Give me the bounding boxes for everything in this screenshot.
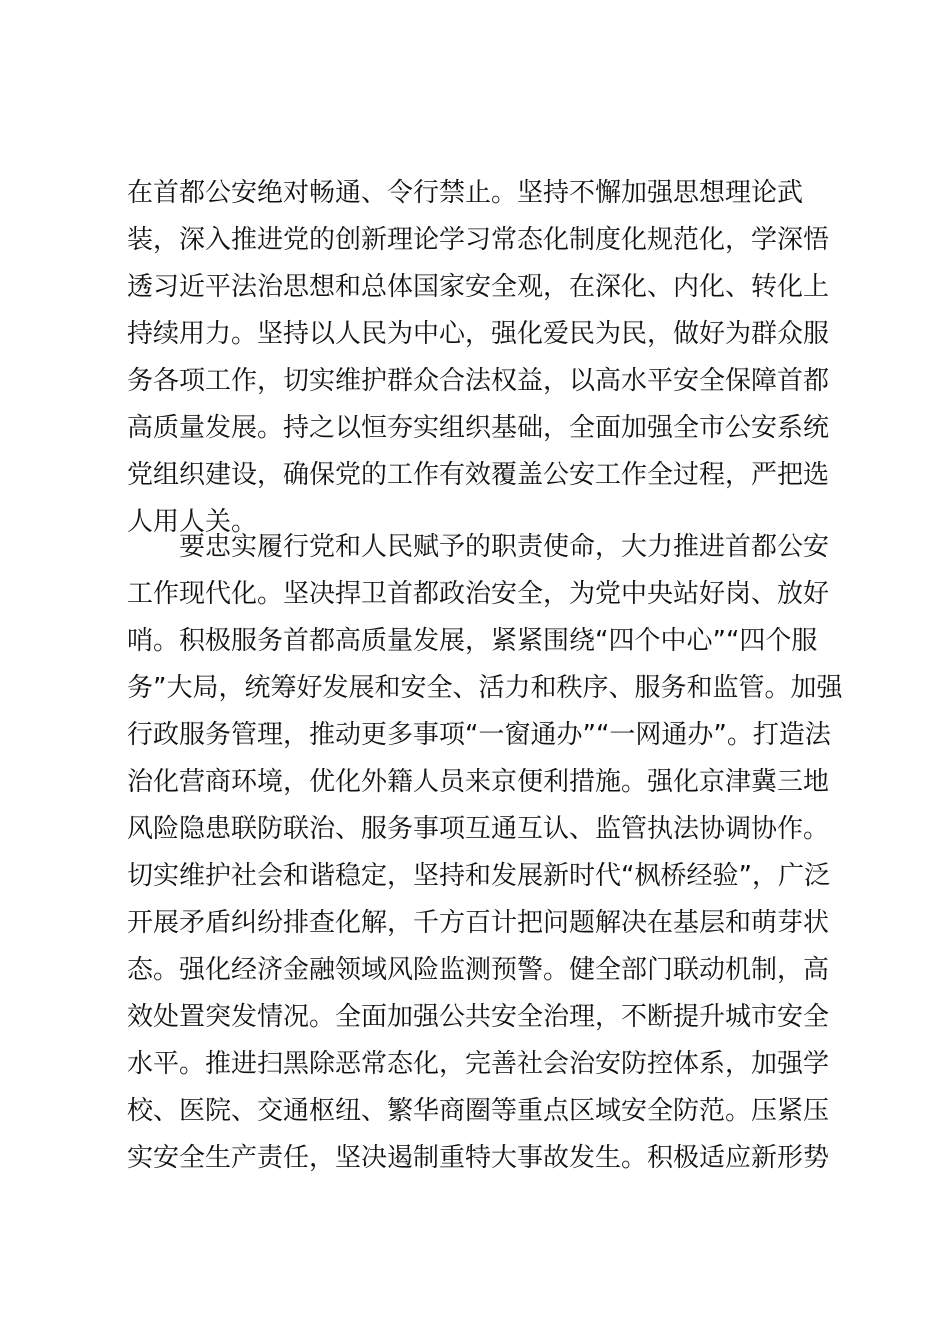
text-line: 高质量发展。持之以恒夯实组织基础，全面加强全市公安系统 xyxy=(127,413,830,443)
text-line: 人用人关。 xyxy=(127,507,258,537)
text-line: 务各项工作，切实维护群众合法权益，以高水平安全保障首都 xyxy=(127,366,830,396)
paragraph-1 xyxy=(127,170,830,546)
text-line: 治化营商环境，优化外籍人员来京便利措施。强化京津冀三地 xyxy=(127,767,830,797)
text-line: 校、医院、交通枢纽、繁华商圈等重点区域安全防范。压紧压 xyxy=(127,1096,830,1126)
text-line: 要忠实履行党和人民赋予的职责使命，大力推进首都公安 xyxy=(179,532,830,562)
text-line: 态。强化经济金融领域风险监测预警。健全部门联动机制，高 xyxy=(127,955,830,985)
text-line: 透习近平法治思想和总体国家安全观，在深化、内化、转化上 xyxy=(127,272,830,302)
text-line: 持续用力。坚持以人民为中心，强化爱民为民，做好为群众服 xyxy=(127,319,830,349)
text-line: 开展矛盾纠纷排查化解，千方百计把问题解决在基层和萌芽状 xyxy=(127,908,830,938)
text-line: 工作现代化。坚决捍卫首都政治安全，为党中央站好岗、放好 xyxy=(127,579,830,609)
text-line: 风险隐患联防联治、服务事项互通互认、监管执法协调协作。 xyxy=(127,814,830,844)
text-line: 装，深入推进党的创新理论学习常态化制度化规范化，学深悟 xyxy=(127,225,830,255)
text-line: 实安全生产责任，坚决遏制重特大事故发生。积极适应新形势 xyxy=(127,1143,830,1173)
text-line: 行政服务管理，推动更多事项“一窗通办”“一网通办”。打造法 xyxy=(127,720,831,750)
paragraph-2 xyxy=(127,524,843,1182)
text-line: 水平。推进扫黑除恶常态化，完善社会治安防控体系，加强学 xyxy=(127,1049,830,1079)
text-line: 效处置突发情况。全面加强公共安全治理，不断提升城市安全 xyxy=(127,1002,830,1032)
text-line: 哨。积极服务首都高质量发展，紧紧围绕“四个中心”“四个服 xyxy=(127,626,818,656)
text-line: 在首都公安绝对畅通、令行禁止。坚持不懈加强思想理论武 xyxy=(127,178,804,208)
text-line: 切实维护社会和谐稳定，坚持和发展新时代“枫桥经验”，广泛 xyxy=(127,861,830,891)
text-line: 党组织建设，确保党的工作有效覆盖公安工作全过程，严把选 xyxy=(127,460,830,490)
text-line: 务”大局，统筹好发展和安全、活力和秩序、服务和监管。加强 xyxy=(127,673,843,703)
